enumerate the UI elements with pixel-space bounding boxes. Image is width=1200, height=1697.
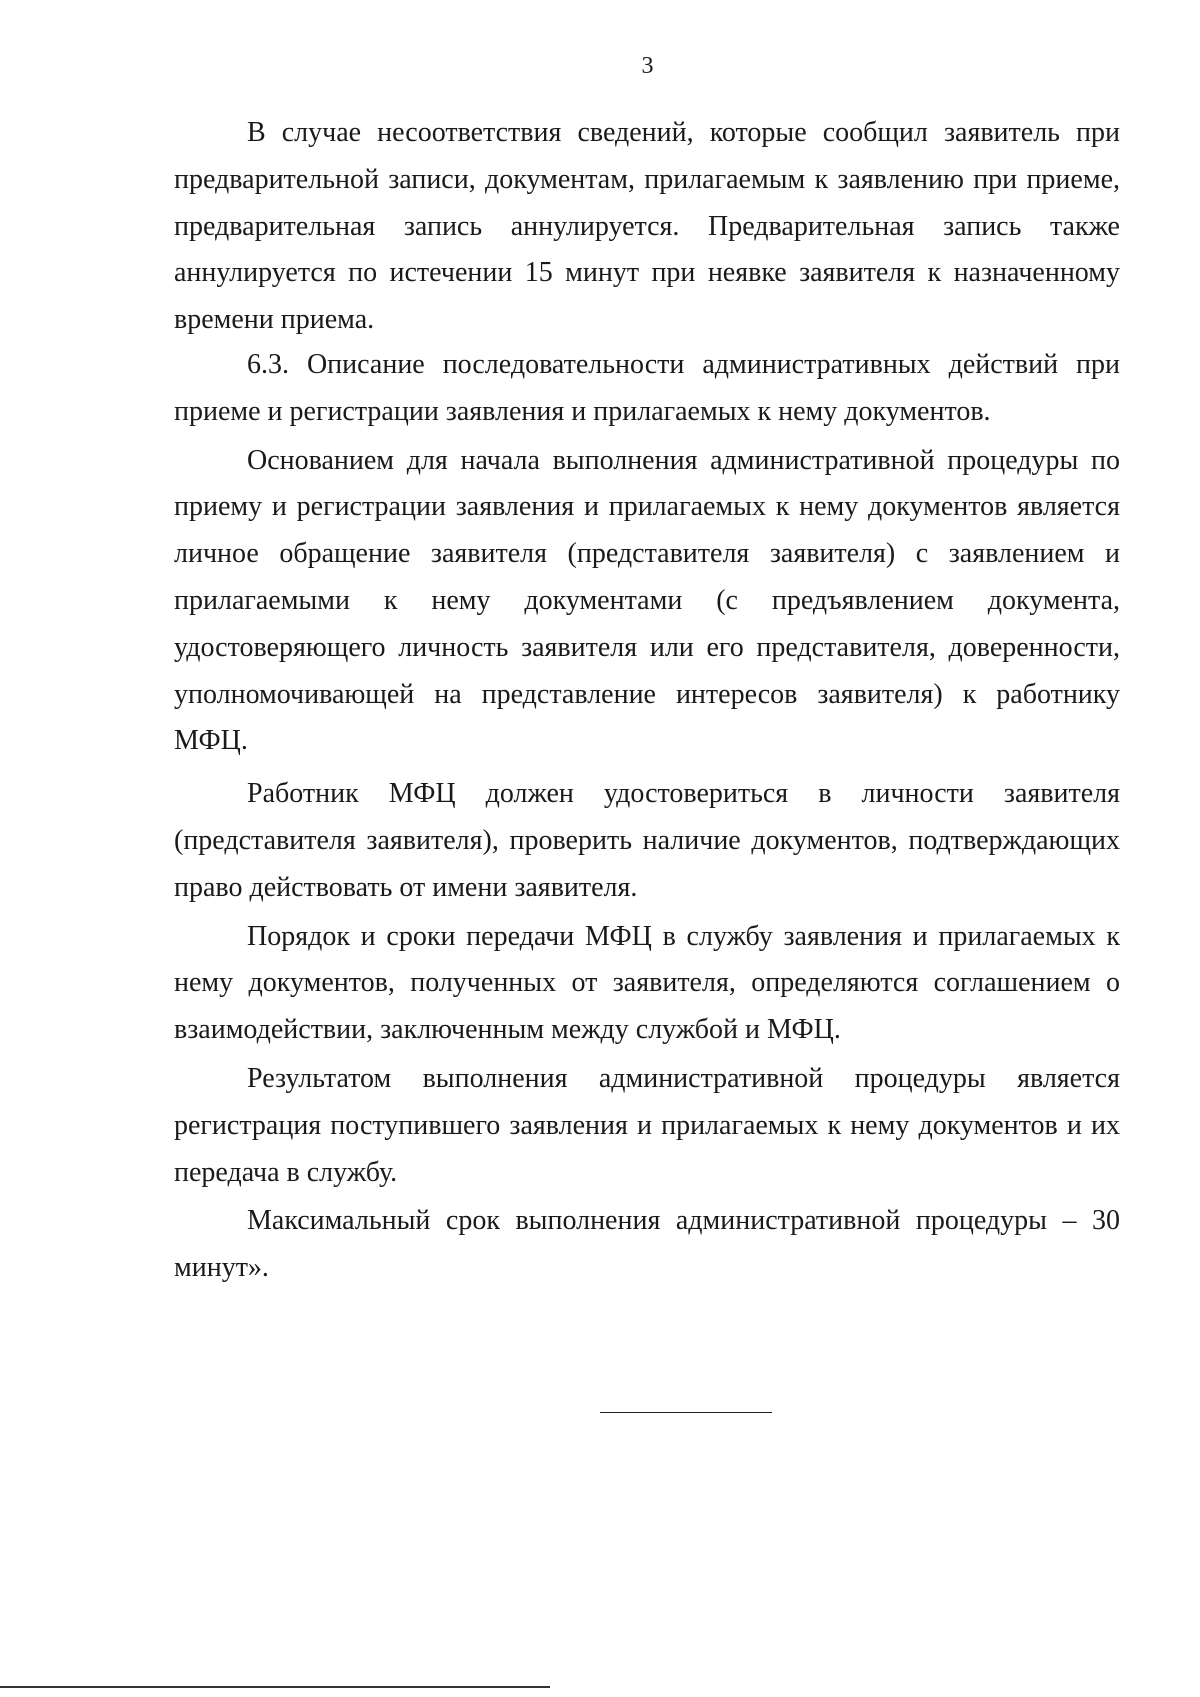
paragraph-preregistration-cancellation: В случае несоответствия сведений, которые сообщил заявитель при предварительной записи, документам, прилагаемым к заявлению при приеме, предварительная запись аннулируется. Предварительная запись также аннулируется по истечении 15 минут при неявке заявителя к назначенному времени приема. [174,117,1120,336]
document-body [174,110,1120,1294]
paragraph-procedure-result: Результатом выполнения административной процедуры является регистрация поступившего заявления и прилагаемых к нему документов и их передача в службу. [174,1062,1120,1188]
end-of-text-divider [600,1412,772,1413]
page-number: 3 [641,53,654,79]
paragraph-identity-verification: Работник МФЦ должен удостовериться в личности заявителя (представителя заявителя), проверить наличие документов, подтверждающих право действовать от имени заявителя. [174,778,1120,903]
paragraph-maximum-duration: Максимальный срок выполнения административной процедуры – 30 минут». [174,1205,1120,1284]
scan-bottom-edge-line [0,1686,550,1688]
paragraph-section-6-3-heading: 6.3. Описание последовательности административных действий при приеме и регистрации заявления и прилагаемых к нему документов. [174,348,1120,427]
paragraph-transfer-terms: Порядок и сроки передачи МФЦ в службу заявления и прилагаемых к нему документов, полученных от заявителя, определяются соглашением о взаимодействии, заключенным между службой и МФЦ. [174,920,1120,1046]
paragraph-procedure-basis: Основанием для начала выполнения административной процедуры по приему и регистрации заявления и прилагаемых к нему документов является личное обращение заявителя (представителя заявителя) с заявлением и прилагаемыми к нему документами (с предъявлением документа, удостоверяющего личность заявителя или его представителя, доверенности, уполномочивающей на представление интересов заявителя) к работнику МФЦ. [174,444,1120,757]
